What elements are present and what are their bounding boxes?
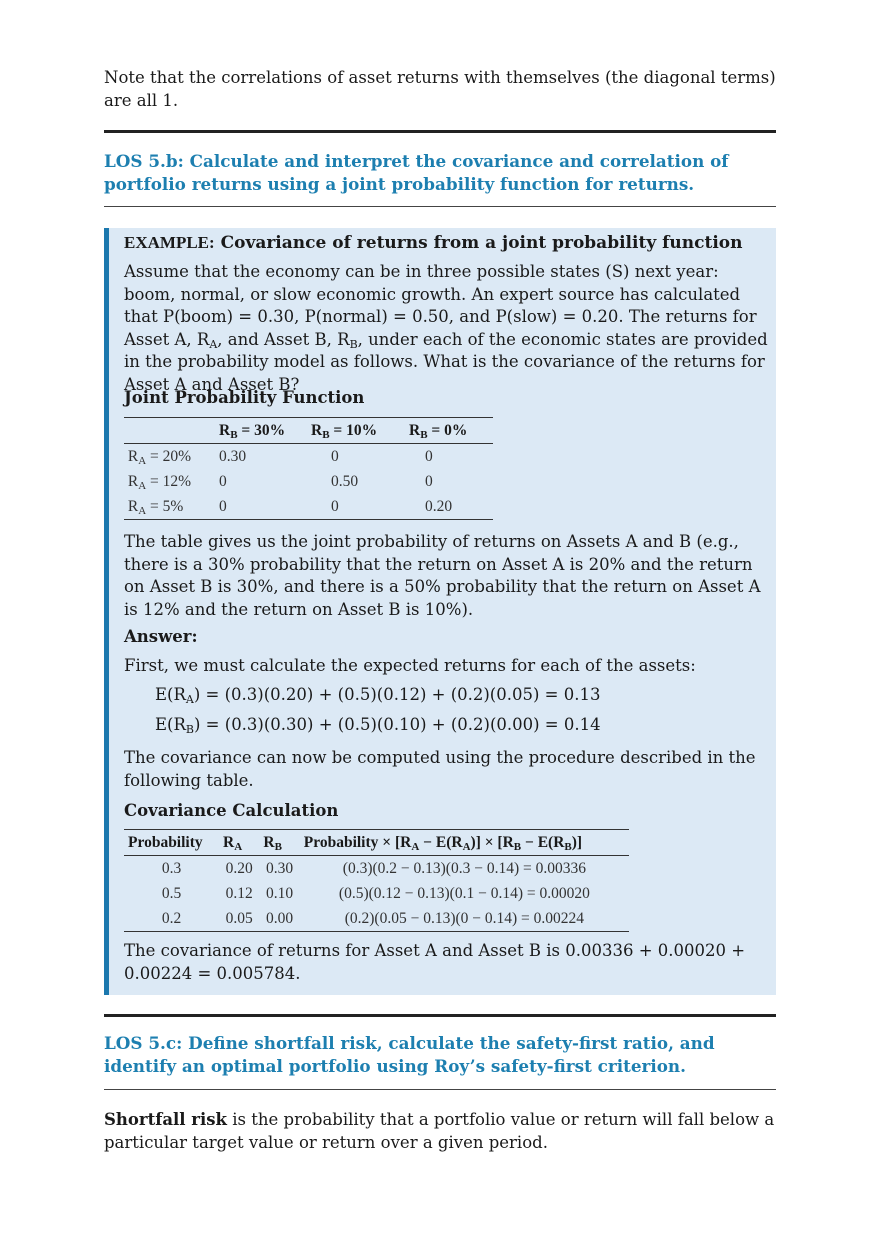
los-5b-heading: LOS 5.b: Calculate and interpret the covariance and correlation of portfolio returns using a joint probability function for returns. xyxy=(104,151,729,194)
text: , and Asset B, R xyxy=(217,329,350,349)
text: , under each of the economic states are provided in the probability model as follows. What is the covariance of the returns for Asset A and Asset B? xyxy=(124,329,768,394)
text: Assume that the economy can be in three possible states (S) next year: boom, normal, or slow economic growth. An expert source has calculated that P(boom) = 0.30, P(normal) = 0.50, and P(slow) = 0.20. The returns for Asset A, R xyxy=(124,262,757,349)
header-cell: Probability xyxy=(124,830,219,856)
covariance-intro: The covariance can now be computed using the procedure described in the following table. xyxy=(124,748,756,790)
los-5c-heading: LOS 5.c: Define shortfall risk, calculate the safety-first ratio, and identify an optimal portfolio using Roy’s safety-first criterion. xyxy=(104,1033,715,1076)
example-title xyxy=(124,232,774,255)
section-divider xyxy=(104,130,776,133)
header-cell: $R_B$ xyxy=(259,830,299,856)
shortfall-term: Shortfall risk xyxy=(104,1110,227,1129)
joint-probability-table xyxy=(124,417,493,520)
covariance-result: The covariance of returns for Asset A and Asset B is 0.00336 + 0.00020 + 0.00224 = 0.005784. xyxy=(124,941,746,983)
example-title-text: Covariance of returns from a joint probability function xyxy=(214,233,743,253)
section-divider xyxy=(104,206,776,207)
header-cell xyxy=(124,418,219,444)
intro-paragraph: Note that the correlations of asset returns with themselves (the diagonal terms) are all 1. xyxy=(104,68,776,110)
header-cell: $R_B = 0\%$ xyxy=(409,418,493,444)
header-cell: Probability × $[R_A - E(R_A)] \times [R_B - E(R_B)]$ xyxy=(300,830,629,856)
section-divider xyxy=(104,1014,776,1017)
table-row: $R_A = 5\%$ 0 0 0.20 xyxy=(124,497,453,517)
table-row: 0.2 0.05 0.00 (0.2)(0.05 − 0.13)(0 − 0.14) = 0.00224 xyxy=(161,909,585,927)
joint-table-title: Joint Probability Function xyxy=(124,388,365,407)
expected-return-a: $E(R_A) = (0.3)(0.20) + (0.5)(0.12) + (0.2)(0.05) = 0.13$ xyxy=(155,685,601,706)
subscript: B xyxy=(349,337,358,351)
table-explanation: The table gives us the joint probability of returns on Assets A and B (e.g., there is a 30% probability that the return on Asset A is 20% and the return on Asset B is 30%, and there is a 50% probability that the return on Asset A is 12% and the return on Asset B is 10%). xyxy=(124,532,761,619)
header-cell: $R_B = 10\%$ xyxy=(311,418,409,444)
subscript: A xyxy=(209,337,218,351)
shortfall-paragraph xyxy=(104,1109,776,1154)
header-cell: $R_B = 30\%$ xyxy=(219,418,311,444)
table-row: 0.3 0.20 0.30 (0.3)(0.2 − 0.13)(0.3 − 0.14) = 0.00336 xyxy=(161,859,586,877)
answer-label: Answer: xyxy=(124,627,198,646)
section-divider xyxy=(104,1089,776,1090)
expected-return-b: $E(R_B) = (0.3)(0.30) + (0.5)(0.10) + (0.2)(0.00) = 0.14$ xyxy=(155,715,601,736)
text: is the probability that a portfolio value or return will fall below a particular target value or return over a given period. xyxy=(104,1110,775,1152)
table-header-row xyxy=(124,418,493,444)
example-box xyxy=(104,228,776,995)
table-row: $R_A = 20\%$ 0.30 0 0 xyxy=(124,447,433,467)
header-cell: $R_A$ xyxy=(219,830,259,856)
example-label: EXAMPLE: xyxy=(124,233,215,252)
table-row: 0.5 0.12 0.10 (0.5)(0.12 − 0.13)(0.1 − 0.14) = 0.00020 xyxy=(161,884,590,902)
example-question xyxy=(124,261,774,396)
covariance-table xyxy=(124,829,629,932)
cov-table-title: Covariance Calculation xyxy=(124,801,339,820)
table-row: $R_A = 12\%$ 0 0.50 0 xyxy=(124,472,433,492)
answer-intro: First, we must calculate the expected returns for each of the assets: xyxy=(124,656,696,675)
table-header-row xyxy=(124,830,629,856)
